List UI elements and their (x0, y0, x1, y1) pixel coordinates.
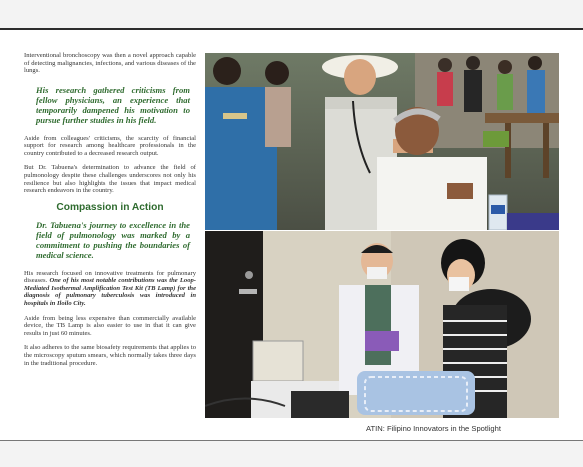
tb-lamp-highlight: One of his most notable contributions was the Loop-Mediated Isothermal Amplification Test Kit (TB Lamp) for the diagnosis of pulmonary tuberculosis was introduced in hospitals in Iloilo City. (24, 277, 196, 307)
paragraph-cost: Aside from being less expensive than commercially available device, the TB Lamp is also easier to use in that it can give results in just 60 minutes. (24, 314, 196, 337)
footer-caption: ATIN: Filipino Innovators in the Spotlight (366, 424, 501, 433)
paragraph-determination: But Dr. Tabuena's determination to advance the field of pulmonology despite these challenges underscores not only his resilience but also highlights the issues that impact medical research endeavors in the country. (24, 164, 196, 195)
page-bottom-strip (0, 441, 583, 467)
page-top-strip (0, 0, 583, 28)
pullquote-journey: Dr. Tabuena's journey to excellence in the field of pulmonology was marked by a commitment to pushing the boundaries of medical science. (36, 219, 190, 261)
pullquote-criticisms: His research gathered criticisms from fellow physicians, an experience that temporarily dampened his motivation to pursue further studies in his field. (36, 84, 190, 126)
paragraph-biosafety: It also adheres to the same biosafety requirements that applies to the microscopy sputum smears, which normally takes three days in the traditional procedure. (24, 344, 196, 367)
section-heading: Compassion in Action (56, 201, 164, 213)
photo-medical-mission (205, 53, 559, 230)
paragraph-research (24, 270, 196, 308)
research-lead-text: His research focused on innovative treatments for pulmonary diseases. (24, 269, 196, 285)
photo-tb-lamp-demo (205, 231, 559, 418)
paragraph-funding: Aside from colleagues' criticisms, the scarcity of financial support for research among healthcare professionals in the country contributed to a decreased research output. (24, 134, 196, 157)
article-column (24, 52, 196, 374)
intro-paragraph: Interventional bronchoscopy was then a novel approach capable of detecting malignancies, infections, and various diseases of the lungs. (24, 52, 196, 75)
top-divider (0, 28, 583, 30)
